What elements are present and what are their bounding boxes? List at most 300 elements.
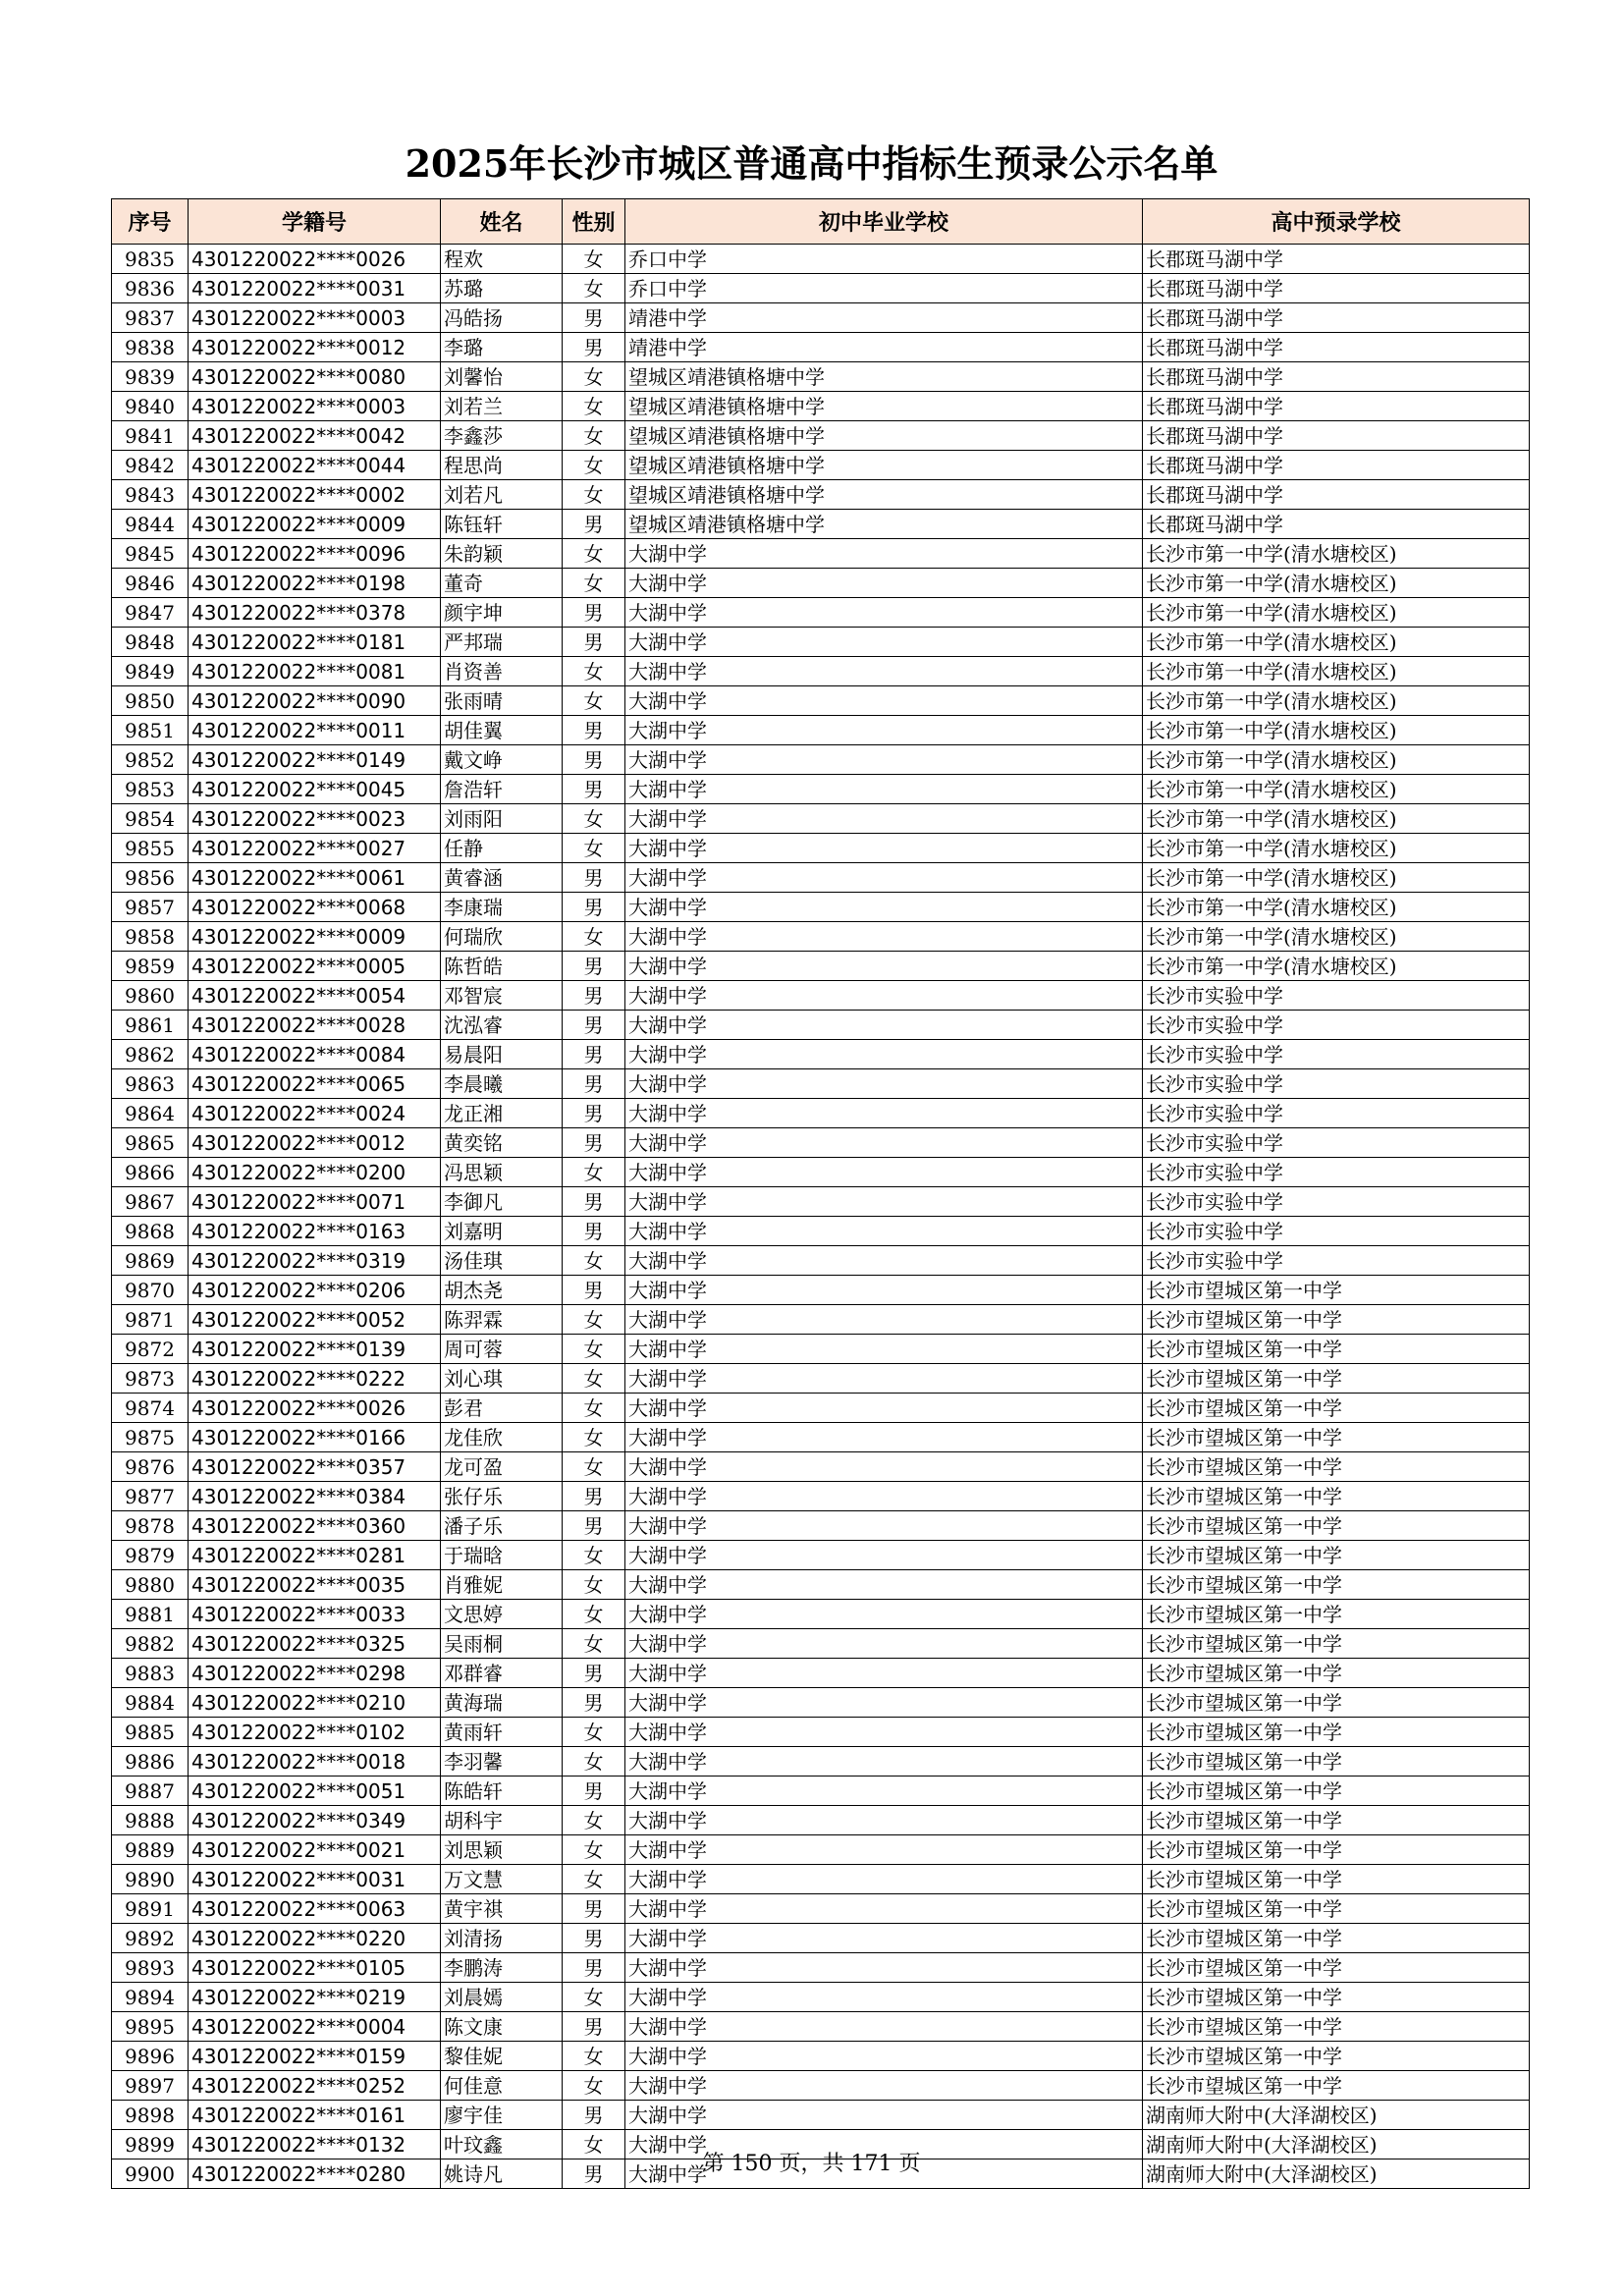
cell-middle-school: 大湖中学 <box>625 1777 1143 1806</box>
cell-name: 廖宇佳 <box>441 2101 563 2130</box>
cell-middle-school: 大湖中学 <box>625 657 1143 686</box>
table-row <box>112 1953 1530 1983</box>
cell-middle-school: 大湖中学 <box>625 1246 1143 1276</box>
cell-high-school: 长沙市望城区第一中学 <box>1143 1688 1530 1718</box>
cell-seq: 9836 <box>112 274 189 303</box>
cell-high-school: 长郡斑马湖中学 <box>1143 333 1530 362</box>
cell-student-id: 4301220022****0378 <box>189 598 441 628</box>
cell-gender: 男 <box>563 1777 625 1806</box>
cell-student-id: 4301220022****0005 <box>189 952 441 981</box>
cell-name: 肖雅妮 <box>441 1570 563 1600</box>
cell-seq: 9881 <box>112 1600 189 1629</box>
cell-seq: 9846 <box>112 569 189 598</box>
cell-gender: 男 <box>563 510 625 539</box>
cell-student-id: 4301220022****0139 <box>189 1335 441 1364</box>
cell-high-school: 长沙市望城区第一中学 <box>1143 1953 1530 1983</box>
cell-student-id: 4301220022****0026 <box>189 1394 441 1423</box>
table-row <box>112 510 1530 539</box>
cell-name: 刘若凡 <box>441 480 563 510</box>
cell-gender: 男 <box>563 598 625 628</box>
cell-gender: 女 <box>563 1835 625 1865</box>
cell-middle-school: 大湖中学 <box>625 745 1143 775</box>
cell-student-id: 4301220022****0031 <box>189 1865 441 1894</box>
cell-student-id: 4301220022****0210 <box>189 1688 441 1718</box>
cell-gender: 男 <box>563 1688 625 1718</box>
cell-student-id: 4301220022****0360 <box>189 1511 441 1541</box>
cell-middle-school: 大湖中学 <box>625 1924 1143 1953</box>
cell-gender: 女 <box>563 1983 625 2012</box>
cell-middle-school: 望城区靖港镇格塘中学 <box>625 480 1143 510</box>
cell-seq: 9861 <box>112 1011 189 1040</box>
cell-student-id: 4301220022****0027 <box>189 834 441 863</box>
cell-middle-school: 大湖中学 <box>625 1806 1143 1835</box>
cell-name: 潘子乐 <box>441 1511 563 1541</box>
table-row <box>112 1246 1530 1276</box>
cell-student-id: 4301220022****0045 <box>189 775 441 804</box>
cell-seq: 9839 <box>112 362 189 392</box>
cell-middle-school: 大湖中学 <box>625 834 1143 863</box>
cell-middle-school: 大湖中学 <box>625 1718 1143 1747</box>
cell-middle-school: 大湖中学 <box>625 775 1143 804</box>
header-gender: 性别 <box>563 199 625 245</box>
cell-high-school: 长沙市望城区第一中学 <box>1143 1482 1530 1511</box>
table-row <box>112 804 1530 834</box>
cell-name: 张仔乐 <box>441 1482 563 1511</box>
cell-high-school: 长沙市实验中学 <box>1143 1128 1530 1158</box>
table-row <box>112 1482 1530 1511</box>
cell-student-id: 4301220022****0012 <box>189 333 441 362</box>
cell-seq: 9870 <box>112 1276 189 1305</box>
cell-seq: 9875 <box>112 1423 189 1452</box>
cell-middle-school: 大湖中学 <box>625 1099 1143 1128</box>
cell-middle-school: 靖港中学 <box>625 333 1143 362</box>
cell-high-school: 长沙市第一中学(清水塘校区) <box>1143 716 1530 745</box>
cell-high-school: 长沙市望城区第一中学 <box>1143 1747 1530 1777</box>
cell-name: 何佳意 <box>441 2071 563 2101</box>
cell-name: 颜宇坤 <box>441 598 563 628</box>
cell-high-school: 长沙市第一中学(清水塘校区) <box>1143 863 1530 893</box>
cell-name: 刘心琪 <box>441 1364 563 1394</box>
cell-gender: 女 <box>563 657 625 686</box>
cell-seq: 9838 <box>112 333 189 362</box>
cell-high-school: 长沙市第一中学(清水塘校区) <box>1143 539 1530 569</box>
table-body <box>112 245 1530 2189</box>
cell-name: 朱韵颖 <box>441 539 563 569</box>
page-footer: 第 150 页，共 171 页 <box>702 2152 921 2176</box>
cell-seq: 9891 <box>112 1894 189 1924</box>
cell-seq: 9849 <box>112 657 189 686</box>
cell-gender: 女 <box>563 804 625 834</box>
cell-seq: 9871 <box>112 1305 189 1335</box>
cell-middle-school: 大湖中学 <box>625 1600 1143 1629</box>
cell-student-id: 4301220022****0035 <box>189 1570 441 1600</box>
cell-student-id: 4301220022****0003 <box>189 303 441 333</box>
cell-gender: 女 <box>563 2042 625 2071</box>
cell-seq: 9855 <box>112 834 189 863</box>
cell-middle-school: 靖港中学 <box>625 303 1143 333</box>
table-row <box>112 893 1530 922</box>
cell-student-id: 4301220022****0084 <box>189 1040 441 1069</box>
cell-high-school: 长沙市第一中学(清水塘校区) <box>1143 834 1530 863</box>
cell-gender: 女 <box>563 1806 625 1835</box>
cell-middle-school: 大湖中学 <box>625 1276 1143 1305</box>
cell-name: 刘思颖 <box>441 1835 563 1865</box>
table-row <box>112 716 1530 745</box>
cell-student-id: 4301220022****0319 <box>189 1246 441 1276</box>
table-row <box>112 1217 1530 1246</box>
cell-name: 戴文峥 <box>441 745 563 775</box>
cell-name: 刘雨阳 <box>441 804 563 834</box>
cell-gender: 男 <box>563 745 625 775</box>
cell-seq: 9888 <box>112 1806 189 1835</box>
cell-seq: 9856 <box>112 863 189 893</box>
cell-high-school: 长沙市望城区第一中学 <box>1143 1835 1530 1865</box>
cell-seq: 9863 <box>112 1069 189 1099</box>
table-row <box>112 922 1530 952</box>
cell-gender: 男 <box>563 333 625 362</box>
cell-middle-school: 望城区靖港镇格塘中学 <box>625 421 1143 451</box>
table-row <box>112 863 1530 893</box>
cell-seq: 9887 <box>112 1777 189 1806</box>
cell-middle-school: 大湖中学 <box>625 539 1143 569</box>
table-row <box>112 1924 1530 1953</box>
cell-high-school: 长沙市第一中学(清水塘校区) <box>1143 893 1530 922</box>
cell-student-id: 4301220022****0281 <box>189 1541 441 1570</box>
table-row <box>112 952 1530 981</box>
cell-high-school: 长沙市第一中学(清水塘校区) <box>1143 775 1530 804</box>
cell-high-school: 长沙市实验中学 <box>1143 1246 1530 1276</box>
cell-name: 李鹏涛 <box>441 1953 563 1983</box>
cell-seq: 9898 <box>112 2101 189 2130</box>
cell-student-id: 4301220022****0105 <box>189 1953 441 1983</box>
cell-gender: 女 <box>563 1246 625 1276</box>
cell-high-school: 长沙市第一中学(清水塘校区) <box>1143 569 1530 598</box>
cell-gender: 女 <box>563 1452 625 1482</box>
cell-student-id: 4301220022****0068 <box>189 893 441 922</box>
table-row <box>112 1718 1530 1747</box>
table-row <box>112 1688 1530 1718</box>
cell-seq: 9835 <box>112 245 189 274</box>
cell-name: 黄奕铭 <box>441 1128 563 1158</box>
table-row <box>112 392 1530 421</box>
cell-seq: 9843 <box>112 480 189 510</box>
cell-name: 易晨阳 <box>441 1040 563 1069</box>
cell-high-school: 长沙市望城区第一中学 <box>1143 1541 1530 1570</box>
cell-high-school: 长沙市望城区第一中学 <box>1143 1659 1530 1688</box>
cell-seq: 9886 <box>112 1747 189 1777</box>
cell-student-id: 4301220022****0061 <box>189 863 441 893</box>
cell-gender: 女 <box>563 1865 625 1894</box>
cell-gender: 女 <box>563 1541 625 1570</box>
cell-student-id: 4301220022****0031 <box>189 274 441 303</box>
table-header-row <box>112 199 1530 245</box>
cell-student-id: 4301220022****0063 <box>189 1894 441 1924</box>
cell-gender: 女 <box>563 1158 625 1187</box>
cell-high-school: 长沙市第一中学(清水塘校区) <box>1143 628 1530 657</box>
cell-gender: 男 <box>563 2012 625 2042</box>
cell-seq: 9878 <box>112 1511 189 1541</box>
cell-middle-school: 大湖中学 <box>625 922 1143 952</box>
table-row <box>112 598 1530 628</box>
cell-name: 胡科宇 <box>441 1806 563 1835</box>
cell-name: 何瑞欣 <box>441 922 563 952</box>
cell-high-school: 长沙市望城区第一中学 <box>1143 1394 1530 1423</box>
cell-middle-school: 大湖中学 <box>625 716 1143 745</box>
cell-student-id: 4301220022****0096 <box>189 539 441 569</box>
cell-student-id: 4301220022****0161 <box>189 2101 441 2130</box>
cell-seq: 9882 <box>112 1629 189 1659</box>
cell-gender: 男 <box>563 1659 625 1688</box>
cell-high-school: 长沙市望城区第一中学 <box>1143 1335 1530 1364</box>
cell-middle-school: 大湖中学 <box>625 1482 1143 1511</box>
cell-high-school: 长沙市实验中学 <box>1143 1217 1530 1246</box>
table-row <box>112 1423 1530 1452</box>
cell-seq: 9840 <box>112 392 189 421</box>
cell-name: 苏璐 <box>441 274 563 303</box>
cell-gender: 女 <box>563 2130 625 2159</box>
cell-student-id: 4301220022****0054 <box>189 981 441 1011</box>
cell-name: 詹浩轩 <box>441 775 563 804</box>
cell-gender: 女 <box>563 1570 625 1600</box>
cell-middle-school: 大湖中学 <box>625 1688 1143 1718</box>
table-row <box>112 2042 1530 2071</box>
cell-middle-school: 望城区靖港镇格塘中学 <box>625 362 1143 392</box>
table-row <box>112 1158 1530 1187</box>
cell-middle-school: 大湖中学 <box>625 2071 1143 2101</box>
cell-seq: 9867 <box>112 1187 189 1217</box>
cell-high-school: 湖南师大附中(大泽湖校区) <box>1143 2159 1530 2189</box>
cell-high-school: 长沙市望城区第一中学 <box>1143 1718 1530 1747</box>
cell-gender: 男 <box>563 628 625 657</box>
cell-gender: 女 <box>563 1718 625 1747</box>
cell-middle-school: 大湖中学 <box>625 1158 1143 1187</box>
cell-student-id: 4301220022****0004 <box>189 2012 441 2042</box>
cell-middle-school: 大湖中学 <box>625 1541 1143 1570</box>
cell-student-id: 4301220022****0002 <box>189 480 441 510</box>
cell-student-id: 4301220022****0018 <box>189 1747 441 1777</box>
cell-high-school: 长沙市望城区第一中学 <box>1143 1276 1530 1305</box>
cell-high-school: 长沙市望城区第一中学 <box>1143 1423 1530 1452</box>
cell-gender: 女 <box>563 2071 625 2101</box>
table-row <box>112 1541 1530 1570</box>
cell-middle-school: 大湖中学 <box>625 2012 1143 2042</box>
cell-high-school: 长郡斑马湖中学 <box>1143 274 1530 303</box>
cell-seq: 9896 <box>112 2042 189 2071</box>
table-row <box>112 1276 1530 1305</box>
cell-seq: 9877 <box>112 1482 189 1511</box>
cell-student-id: 4301220022****0149 <box>189 745 441 775</box>
cell-high-school: 长沙市实验中学 <box>1143 1187 1530 1217</box>
cell-seq: 9851 <box>112 716 189 745</box>
table-row <box>112 657 1530 686</box>
cell-high-school: 长沙市实验中学 <box>1143 1158 1530 1187</box>
cell-seq: 9879 <box>112 1541 189 1570</box>
cell-name: 任静 <box>441 834 563 863</box>
cell-middle-school: 乔口中学 <box>625 245 1143 274</box>
table-row <box>112 451 1530 480</box>
cell-student-id: 4301220022****0051 <box>189 1777 441 1806</box>
cell-seq: 9837 <box>112 303 189 333</box>
cell-student-id: 4301220022****0026 <box>189 245 441 274</box>
cell-seq: 9884 <box>112 1688 189 1718</box>
cell-high-school: 长沙市实验中学 <box>1143 1069 1530 1099</box>
cell-high-school: 长沙市望城区第一中学 <box>1143 1629 1530 1659</box>
table-row <box>112 775 1530 804</box>
cell-gender: 女 <box>563 1423 625 1452</box>
cell-gender: 男 <box>563 952 625 981</box>
table-row <box>112 1364 1530 1394</box>
cell-student-id: 4301220022****0349 <box>189 1806 441 1835</box>
cell-name: 黎佳妮 <box>441 2042 563 2071</box>
cell-seq: 9885 <box>112 1718 189 1747</box>
header-student-id: 学籍号 <box>189 199 441 245</box>
cell-gender: 男 <box>563 2101 625 2130</box>
cell-name: 刘清扬 <box>441 1924 563 1953</box>
cell-name: 沈泓睿 <box>441 1011 563 1040</box>
cell-student-id: 4301220022****0357 <box>189 1452 441 1482</box>
table-row <box>112 1894 1530 1924</box>
cell-seq: 9854 <box>112 804 189 834</box>
cell-middle-school: 大湖中学 <box>625 2130 1143 2159</box>
cell-name: 于瑞晗 <box>441 1541 563 1570</box>
table-row <box>112 2101 1530 2130</box>
cell-high-school: 长沙市望城区第一中学 <box>1143 2042 1530 2071</box>
header-high-school: 高中预录学校 <box>1143 199 1530 245</box>
cell-gender: 男 <box>563 1069 625 1099</box>
table-row <box>112 1069 1530 1099</box>
cell-high-school: 湖南师大附中(大泽湖校区) <box>1143 2130 1530 2159</box>
cell-seq: 9852 <box>112 745 189 775</box>
cell-name: 程思尚 <box>441 451 563 480</box>
cell-name: 李鑫莎 <box>441 421 563 451</box>
cell-gender: 男 <box>563 716 625 745</box>
cell-gender: 男 <box>563 1276 625 1305</box>
cell-middle-school: 大湖中学 <box>625 1335 1143 1364</box>
cell-middle-school: 大湖中学 <box>625 804 1143 834</box>
cell-middle-school: 大湖中学 <box>625 1894 1143 1924</box>
cell-name: 龙可盈 <box>441 1452 563 1482</box>
cell-student-id: 4301220022****0219 <box>189 1983 441 2012</box>
cell-gender: 男 <box>563 893 625 922</box>
cell-student-id: 4301220022****0200 <box>189 1158 441 1187</box>
cell-high-school: 长沙市实验中学 <box>1143 1011 1530 1040</box>
cell-gender: 女 <box>563 922 625 952</box>
cell-student-id: 4301220022****0222 <box>189 1364 441 1394</box>
cell-middle-school: 大湖中学 <box>625 1452 1143 1482</box>
cell-gender: 女 <box>563 245 625 274</box>
cell-seq: 9889 <box>112 1835 189 1865</box>
cell-name: 龙正湘 <box>441 1099 563 1128</box>
cell-student-id: 4301220022****0028 <box>189 1011 441 1040</box>
cell-high-school: 长沙市望城区第一中学 <box>1143 1983 1530 2012</box>
cell-gender: 女 <box>563 1747 625 1777</box>
table-row <box>112 1099 1530 1128</box>
cell-middle-school: 大湖中学 <box>625 1364 1143 1394</box>
table-row <box>112 1040 1530 1069</box>
cell-high-school: 长沙市望城区第一中学 <box>1143 1305 1530 1335</box>
cell-middle-school: 大湖中学 <box>625 2101 1143 2130</box>
cell-middle-school: 大湖中学 <box>625 628 1143 657</box>
cell-gender: 男 <box>563 1924 625 1953</box>
table-row <box>112 362 1530 392</box>
cell-middle-school: 大湖中学 <box>625 1305 1143 1335</box>
document-title: 2025年长沙市城区普通高中指标生预录公示名单 <box>405 141 1218 186</box>
cell-gender: 男 <box>563 981 625 1011</box>
cell-seq: 9842 <box>112 451 189 480</box>
cell-name: 李羽馨 <box>441 1747 563 1777</box>
cell-student-id: 4301220022****0198 <box>189 569 441 598</box>
cell-seq: 9895 <box>112 2012 189 2042</box>
cell-seq: 9844 <box>112 510 189 539</box>
cell-seq: 9865 <box>112 1128 189 1158</box>
cell-middle-school: 大湖中学 <box>625 1040 1143 1069</box>
cell-student-id: 4301220022****0166 <box>189 1423 441 1452</box>
cell-middle-school: 大湖中学 <box>625 893 1143 922</box>
table-row <box>112 421 1530 451</box>
cell-middle-school: 大湖中学 <box>625 686 1143 716</box>
cell-high-school: 长郡斑马湖中学 <box>1143 421 1530 451</box>
cell-middle-school: 大湖中学 <box>625 1659 1143 1688</box>
cell-gender: 男 <box>563 775 625 804</box>
cell-name: 李璐 <box>441 333 563 362</box>
cell-gender: 男 <box>563 1511 625 1541</box>
table-row <box>112 1452 1530 1482</box>
cell-student-id: 4301220022****0252 <box>189 2071 441 2101</box>
cell-gender: 男 <box>563 1011 625 1040</box>
table-row <box>112 1865 1530 1894</box>
table-row <box>112 686 1530 716</box>
cell-seq: 9897 <box>112 2071 189 2101</box>
cell-name: 冯皓扬 <box>441 303 563 333</box>
cell-high-school: 长沙市望城区第一中学 <box>1143 1924 1530 1953</box>
cell-name: 刘晨嫣 <box>441 1983 563 2012</box>
cell-high-school: 长郡斑马湖中学 <box>1143 245 1530 274</box>
table-row <box>112 1011 1530 1040</box>
cell-seq: 9899 <box>112 2130 189 2159</box>
cell-name: 肖资善 <box>441 657 563 686</box>
cell-name: 姚诗凡 <box>441 2159 563 2189</box>
cell-seq: 9872 <box>112 1335 189 1364</box>
cell-seq: 9858 <box>112 922 189 952</box>
table-row <box>112 274 1530 303</box>
cell-student-id: 4301220022****0009 <box>189 922 441 952</box>
cell-student-id: 4301220022****0220 <box>189 1924 441 1953</box>
cell-high-school: 长沙市第一中学(清水塘校区) <box>1143 686 1530 716</box>
cell-gender: 女 <box>563 362 625 392</box>
cell-gender: 男 <box>563 863 625 893</box>
cell-high-school: 长郡斑马湖中学 <box>1143 303 1530 333</box>
cell-middle-school: 望城区靖港镇格塘中学 <box>625 392 1143 421</box>
cell-middle-school: 大湖中学 <box>625 2042 1143 2071</box>
cell-gender: 男 <box>563 1128 625 1158</box>
table-row <box>112 981 1530 1011</box>
cell-seq: 9848 <box>112 628 189 657</box>
cell-student-id: 4301220022****0181 <box>189 628 441 657</box>
cell-middle-school: 大湖中学 <box>625 1423 1143 1452</box>
cell-middle-school: 大湖中学 <box>625 1865 1143 1894</box>
cell-name: 刘嘉明 <box>441 1217 563 1246</box>
table-row <box>112 1570 1530 1600</box>
cell-high-school: 长沙市望城区第一中学 <box>1143 1364 1530 1394</box>
cell-name: 陈哲皓 <box>441 952 563 981</box>
cell-seq: 9869 <box>112 1246 189 1276</box>
cell-seq: 9873 <box>112 1364 189 1394</box>
cell-name: 刘若兰 <box>441 392 563 421</box>
cell-student-id: 4301220022****0102 <box>189 1718 441 1747</box>
cell-name: 李御凡 <box>441 1187 563 1217</box>
cell-gender: 女 <box>563 834 625 863</box>
cell-high-school: 长沙市实验中学 <box>1143 1040 1530 1069</box>
